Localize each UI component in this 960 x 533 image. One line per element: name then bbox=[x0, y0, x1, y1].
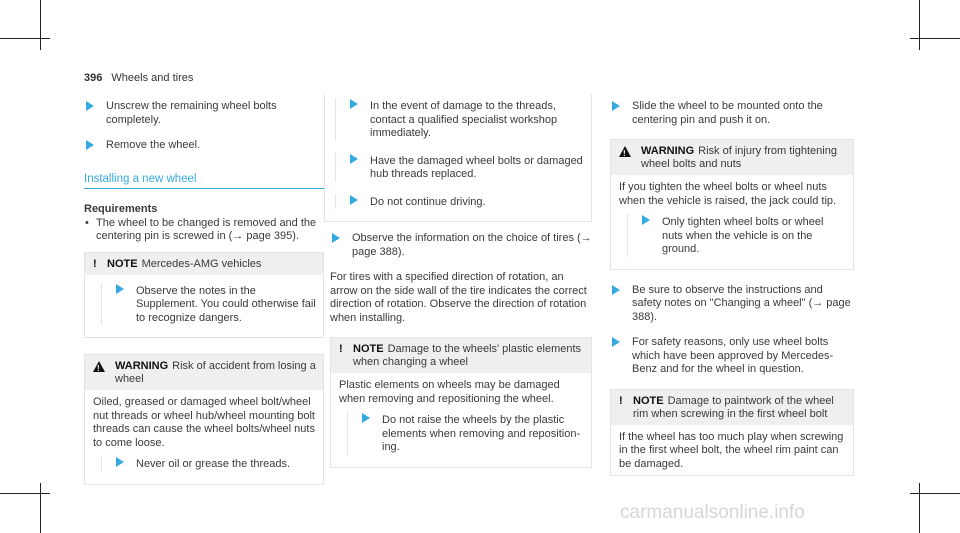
step bbox=[84, 139, 324, 153]
step-text: Do not continue driving. bbox=[370, 195, 486, 208]
arrow-icon bbox=[612, 285, 620, 295]
exclamation-icon: ! bbox=[339, 343, 343, 355]
crop-mark bbox=[40, 483, 41, 533]
requirement-bullet: • The wheel to be changed is removed and the centering pin is screwed in (→ page 395). bbox=[84, 217, 324, 244]
note-label: NOTE bbox=[353, 343, 384, 355]
warning-body: Oiled, greased or damaged wheel bolt/wheel nut threads or wheel hub/wheel mounting bolt threads can cause the wheel bolts/wheel nuts to come loose. bbox=[93, 396, 315, 449]
arrow-icon bbox=[332, 233, 340, 243]
warning-label: WARNING bbox=[641, 145, 695, 157]
exclamation-icon: ! bbox=[619, 394, 623, 407]
note-header bbox=[85, 253, 323, 275]
paragraph: For tires with a specified direction of rotation, an arrow on the side wall of the tire indicates the correct direction of rotation. Observe the direction of rotation when installing. bbox=[330, 271, 587, 324]
step bbox=[347, 412, 585, 455]
crop-mark bbox=[40, 0, 41, 50]
column-1 bbox=[84, 100, 324, 485]
arrow-icon bbox=[612, 101, 620, 111]
note-title: Damage to the wheels' plastic elements when changing a wheel bbox=[353, 343, 582, 368]
arrow-icon bbox=[612, 337, 620, 347]
crop-mark bbox=[910, 38, 960, 39]
step bbox=[335, 98, 587, 141]
note-box bbox=[84, 252, 324, 339]
note-box bbox=[610, 389, 854, 477]
warning-icon: ! bbox=[619, 146, 631, 157]
arrow-icon bbox=[350, 195, 358, 205]
crop-mark bbox=[0, 493, 50, 494]
step-text: Remove the wheel. bbox=[106, 139, 201, 151]
section-name: Wheels and tires bbox=[111, 72, 194, 84]
warning-box bbox=[84, 354, 324, 485]
step-text: Have the damaged wheel bolts or damaged hub threads replaced. bbox=[370, 154, 583, 180]
step bbox=[335, 153, 587, 182]
note-label: NOTE bbox=[107, 257, 138, 270]
warning-body: If you tighten the wheel bolts or wheel nuts when the vehicle is raised, the jack could tip. bbox=[619, 181, 837, 207]
step bbox=[101, 456, 317, 472]
step-text: Slide the wheel to be mounted onto the centering pin and push it on. bbox=[632, 100, 823, 126]
note-title: Mercedes-AMG vehicles bbox=[141, 257, 262, 270]
column-3 bbox=[610, 100, 854, 476]
note-header bbox=[331, 338, 591, 373]
warning-header bbox=[611, 140, 853, 175]
arrow-icon bbox=[116, 457, 124, 467]
arrow-icon bbox=[350, 99, 358, 109]
watermark: carmanualsonline.info bbox=[620, 502, 805, 523]
arrow-icon bbox=[350, 154, 358, 164]
arrow-icon bbox=[362, 413, 370, 423]
warning-title: Risk of accident from losing a wheel bbox=[115, 360, 316, 385]
crop-mark bbox=[919, 483, 920, 533]
arrow-icon bbox=[642, 215, 650, 225]
step-text: In the event of damage to the threads, contact a qualified specialist workshop immediately. bbox=[370, 100, 558, 139]
step bbox=[84, 100, 324, 127]
note-body: Plastic elements on wheels may be damaged when removing and repositioning the wheel. bbox=[339, 379, 560, 405]
note-title: Damage to paintwork of the wheel rim when screwing in the first wheel bolt bbox=[633, 394, 834, 420]
crop-mark bbox=[0, 38, 50, 39]
arrow-icon bbox=[86, 140, 94, 150]
step-text: For safety reasons, only use wheel bolts which have been approved by Mercedes-Benz and for the wheel in question. bbox=[632, 336, 834, 375]
step-text: Observe the information on the choice of tires (→ page 388). bbox=[352, 232, 592, 258]
warning-title: Risk of injury from tightening wheel bolts and nuts bbox=[641, 145, 837, 170]
page-header bbox=[84, 72, 193, 84]
page-number: 396 bbox=[84, 72, 103, 84]
arrow-icon bbox=[86, 101, 94, 111]
step bbox=[330, 232, 592, 259]
warning-box bbox=[610, 139, 854, 270]
crop-mark bbox=[919, 0, 920, 50]
requirements-label: Requirements bbox=[84, 202, 158, 215]
step-text: Be sure to observe the instructions and safety notes on "Changing a wheel" (→ page 388). bbox=[632, 283, 851, 323]
note-body: If the wheel has too much play when screwing in the first wheel bolt, the wheel rim paint can be damaged. bbox=[619, 430, 844, 470]
step-text: Never oil or grease the threads. bbox=[136, 458, 291, 470]
exclamation-icon: ! bbox=[93, 257, 97, 270]
step-text: Observe the notes in the Supplement. You could otherwise fail to recognize dangers. bbox=[136, 284, 316, 324]
step bbox=[627, 214, 847, 257]
note-label: NOTE bbox=[633, 394, 664, 407]
step bbox=[335, 194, 587, 210]
warning-icon: ! bbox=[93, 361, 105, 372]
column-2 bbox=[330, 100, 592, 468]
section-title: Installing a new wheel bbox=[84, 173, 324, 189]
warning-label: WARNING bbox=[115, 360, 169, 372]
step-text: Unscrew the remaining wheel bolts completely. bbox=[106, 100, 277, 126]
step bbox=[610, 336, 854, 377]
arrow-icon bbox=[116, 284, 124, 294]
warning-header bbox=[85, 355, 323, 390]
step bbox=[610, 100, 854, 127]
note-box bbox=[330, 337, 592, 468]
step-text: Do not raise the wheels by the plastic elements when removing and reposition-ing. bbox=[382, 414, 581, 453]
step-text: Only tighten wheel bolts or wheel nuts when the vehicle is on the ground. bbox=[662, 216, 824, 255]
step bbox=[610, 284, 854, 325]
crop-mark bbox=[910, 493, 960, 494]
note-header bbox=[611, 390, 853, 425]
step bbox=[101, 283, 317, 326]
